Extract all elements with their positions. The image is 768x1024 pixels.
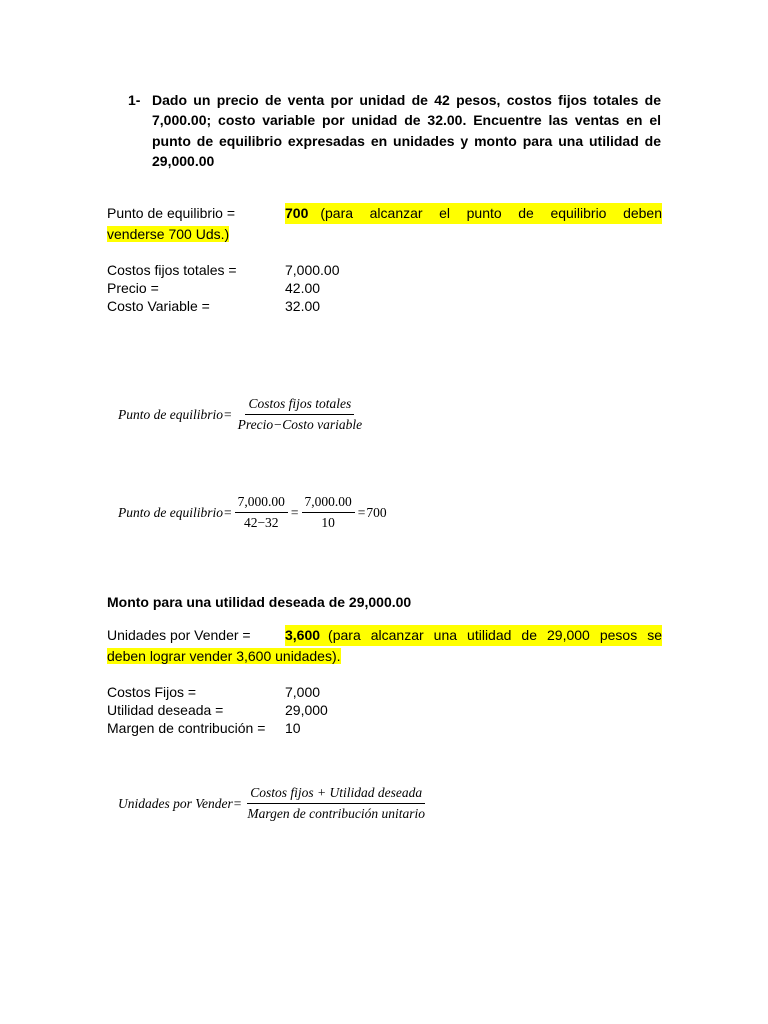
- units-paragraph: [107, 625, 662, 667]
- input-label: Margen de contribución =: [107, 720, 266, 736]
- formula-units: [118, 785, 430, 822]
- fraction-numerator: Costos fijos + Utilidad deseada: [247, 785, 425, 804]
- equilibrium-note-first: (para alcanzar el punto de equilibrio deben: [320, 205, 662, 221]
- input-label: Costo Variable =: [107, 298, 210, 314]
- fraction-denominator: 10: [321, 515, 335, 530]
- fraction-numerator: Costos fijos totales: [245, 396, 354, 415]
- equilibrium-note-second: venderse 700 Uds.): [107, 226, 230, 242]
- problem-statement: [128, 90, 661, 171]
- problem-text: Dado un precio de venta por unidad de 42 pesos, costos fijos totales de 7,000.00; costo variable por unidad de 32.00. Encuentre las ventas en el punto de equilibrio expresadas en unidades y monto para una utilidad de 29,000.00: [152, 92, 661, 169]
- units-value: 3,600: [285, 627, 321, 643]
- equals-sign: =: [224, 406, 232, 422]
- equals-sign: =: [233, 795, 242, 811]
- equilibrium-value: 700: [285, 205, 309, 221]
- input-label: Costos fijos totales =: [107, 262, 237, 278]
- problem-number: 1-: [128, 92, 141, 108]
- formula-lhs: Unidades por Vender: [118, 795, 233, 811]
- equals-sign: =: [290, 504, 299, 520]
- formula-equilibrium-calc: [118, 494, 387, 531]
- fraction: [302, 494, 355, 531]
- equals-sign: =: [224, 504, 232, 520]
- units-note-second: deben lograr vender 3,600 unidades).: [107, 648, 341, 664]
- input-value: 42.00: [285, 280, 321, 296]
- input-value: 7,000.00: [285, 262, 340, 278]
- formula-equilibrium: [118, 396, 367, 433]
- units-highlight: [285, 625, 662, 646]
- formula-lhs: Punto de equilibrio: [118, 504, 223, 520]
- fraction: [235, 396, 365, 433]
- fraction-numerator: 7,000.00: [302, 494, 355, 513]
- input-value: 29,000: [285, 702, 328, 718]
- fraction: [244, 785, 428, 822]
- fraction-numerator: 7,000.00: [235, 494, 288, 513]
- input-value: 10: [285, 720, 301, 736]
- fraction: [235, 494, 288, 531]
- input-label: Precio =: [107, 280, 159, 296]
- equilibrium-highlight: [285, 203, 662, 224]
- formula-lhs: Punto de equilibrio: [118, 406, 223, 422]
- equals-sign: =: [357, 504, 366, 520]
- input-label: Utilidad deseada =: [107, 702, 224, 718]
- fraction-denominator: 42−32: [243, 515, 279, 530]
- units-note-first: (para alcanzar una utilidad de 29,000 pesos se: [328, 627, 662, 643]
- units-label: Unidades por Vender =: [107, 627, 251, 643]
- formula-result: 700: [366, 504, 387, 520]
- input-value: 7,000: [285, 684, 321, 700]
- input-value: 32.00: [285, 298, 321, 314]
- section-heading: Monto para una utilidad deseada de 29,000.00: [107, 594, 412, 610]
- input-label: Costos Fijos =: [107, 684, 197, 700]
- equilibrium-paragraph: [107, 203, 662, 245]
- fraction-denominator: Margen de contribución unitario: [247, 806, 425, 821]
- fraction-denominator: Precio−Costo variable: [237, 417, 363, 432]
- equilibrium-label: Punto de equilibrio =: [107, 205, 236, 221]
